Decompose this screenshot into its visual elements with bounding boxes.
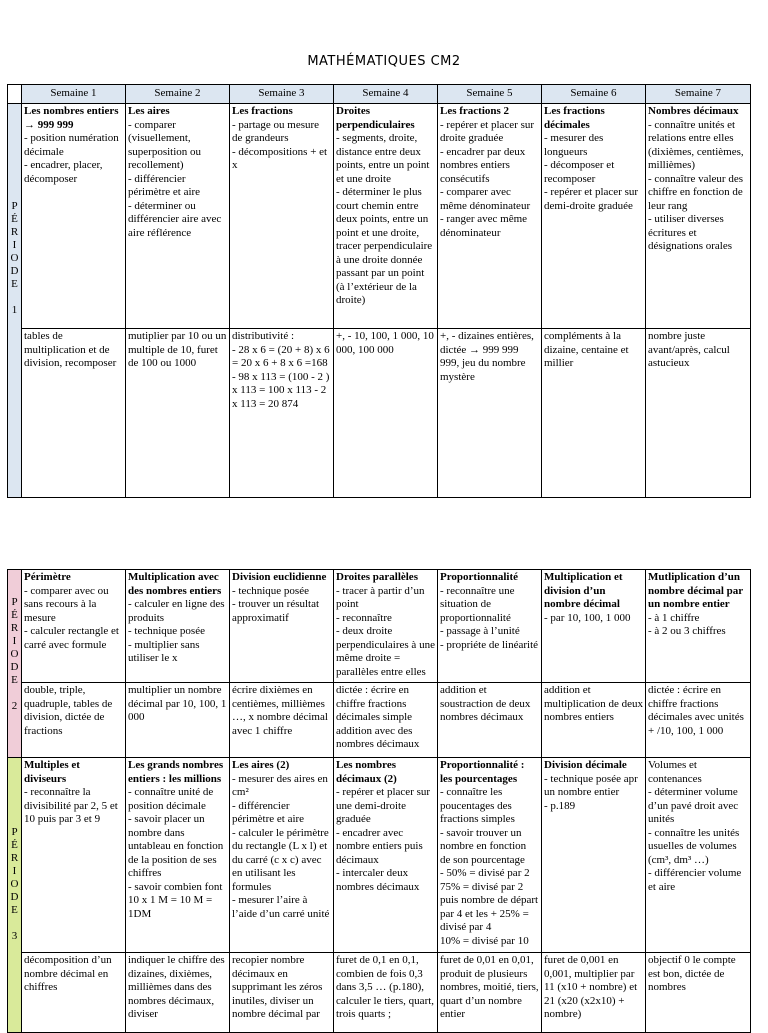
schedule-table-2 <box>7 569 751 1033</box>
week-header: Semaine 5 <box>438 85 542 104</box>
period-2-mental-row <box>8 683 751 758</box>
mental-calc-cell: addition et multiplication de deux nombres entiers <box>542 683 646 758</box>
lesson-cell: Les fractions 2 - repérer et placer sur droite graduée - encadrer par deux nombres entiers consécutifs - comparer avec même dénominateur - ranger avec même dénominateur <box>438 104 542 329</box>
week-header: Semaine 4 <box>334 85 438 104</box>
week-header: Semaine 1 <box>22 85 126 104</box>
period-label: P É R I O D E 3 <box>8 758 22 1033</box>
lesson-cell: Multiplication avec des nombres entiers - calculer en ligne des produits - technique posée - multiplier sans utiliser le x <box>126 570 230 683</box>
lesson-cell: Les aires - comparer (visuellement, superposition ou recollement) - différencier périmètre et aire - déterminer ou différencier aire avec aire réflérence <box>126 104 230 329</box>
lesson-cell: Les nombres entiers → 999 999 - position numération décimale - encadrer, placer, décomposer <box>22 104 126 329</box>
week-header-row <box>8 85 751 104</box>
mental-calc-cell: addition et soustraction de deux nombres décimaux <box>438 683 542 758</box>
lesson-cell: Proportionnalité - reconnaître une situation de proportionnalité - passage à l’unité - propriéte de linéarité <box>438 570 542 683</box>
mental-calc-cell: +, - 10, 100, 1 000, 10 000, 100 000 <box>334 329 438 498</box>
period-2-lessons-row <box>8 570 751 683</box>
mental-calc-cell: distributivité : - 28 x 6 = (20 + 8) x 6 = 20 x 6 + 8 x 6 =168 - 98 x 113 = (100 - 2 ) x 113 = 100 x 113 - 2 x 113 = 20 874 <box>230 329 334 498</box>
lesson-cell: Volumes et contenances - déterminer volume d’un pavé droit avec unités - connaître les unités usuelles de volumes (cm³, dm³ …) - différencier volume et aire <box>646 758 751 953</box>
mental-calc-cell: mutiplier par 10 ou un multiple de 10, furet de 100 ou 1000 <box>126 329 230 498</box>
mental-calc-cell: furet de 0,01 en 0,01, produit de plusieurs nombres, moitié, tiers, quart d’un nombre entier <box>438 953 542 1033</box>
lesson-cell: Droites parallèles - tracer à partir d’un point - reconnaître - deux droite perpendiculaires à une même droite = parallèles entre elles <box>334 570 438 683</box>
mental-calc-cell: nombre juste avant/après, calcul astucieux <box>646 329 751 498</box>
lesson-cell: Division euclidienne - technique posée - trouver un résultat approximatif <box>230 570 334 683</box>
lesson-cell: Les nombres décimaux (2) - repérer et placer sur une demi-droite graduée - encadrer avec nombre entiers puis décimaux - intercaler deux nombres décimaux <box>334 758 438 953</box>
week-header: Semaine 3 <box>230 85 334 104</box>
period-1-lessons-row <box>8 104 751 329</box>
mental-calc-cell: objectif 0 le compte est bon, dictée de nombres <box>646 953 751 1033</box>
mental-calc-cell: multiplier un nombre décimal par 10, 100, 1 000 <box>126 683 230 758</box>
mental-calc-cell: écrire dixièmes en centièmes, millièmes …, x nombre décimal avec 1 chiffre <box>230 683 334 758</box>
mental-calc-cell: +, - dizaines entières, dictée → 999 999 999, jeu du nombre mystère <box>438 329 542 498</box>
lesson-cell: Périmètre - comparer avec ou sans recours à la mesure - calculer rectangle et carré avec formule <box>22 570 126 683</box>
mental-calc-cell: furet de 0,001 en 0,001, multiplier par 11 (x10 + nombre) et 21 (x20 (x2x10) + nombre) <box>542 953 646 1033</box>
lesson-cell: Mutliplication d’un nombre décimal par un nombre entier - à 1 chiffre - à 2 ou 3 chiffres <box>646 570 751 683</box>
period-1-mental-row <box>8 329 751 498</box>
mental-calc-cell: indiquer le chiffre des dizaines, dixièmes, millièmes dans des nombres décimaux, diviser <box>126 953 230 1033</box>
mental-calc-cell: recopier nombre décimaux en supprimant les zéros inutiles, diviser un nombre décimal par <box>230 953 334 1033</box>
lesson-cell: Les grands nombres entiers : les millions - connaître unité de position décimale - savoir placer un nombre dans untableau en fonction de la position de ses chiffres - savoir combien font 10 x 1 M = 10 M = 1DM <box>126 758 230 953</box>
mental-calc-cell: dictée : écrire en chiffre fractions décimales simple addition avec des nombres décimaux <box>334 683 438 758</box>
period-label: P É R I O D E 2 <box>8 570 22 758</box>
period-3-mental-row <box>8 953 751 1033</box>
week-header: Semaine 6 <box>542 85 646 104</box>
lesson-cell: Nombres décimaux - connaître unités et relations entre elles (dixièmes, centièmes, millièmes) - connaître valeur des chiffre en fonction de leur rang - utiliser diverses écritures et désignations orales <box>646 104 751 329</box>
week-header: Semaine 7 <box>646 85 751 104</box>
page-title: MATHÉMATIQUES CM2 <box>307 54 461 69</box>
mental-calc-cell: décomposition d’un nombre décimal en chiffres <box>22 953 126 1033</box>
mental-calc-cell: tables de multiplication et de division, recomposer <box>22 329 126 498</box>
mental-calc-cell: dictée : écrire en chiffre fractions décimales avec unités + /10, 100, 1 000 <box>646 683 751 758</box>
period-label: P É R I O D E 1 <box>8 104 22 498</box>
lesson-cell: Multiples et diviseurs - reconnaître la divisibilité par 2, 5 et 10 puis par 3 et 9 <box>22 758 126 953</box>
lesson-cell: Multiplication et division d’un nombre décimal - par 10, 100, 1 000 <box>542 570 646 683</box>
schedule-table-1 <box>7 84 751 498</box>
lesson-cell: Les aires (2) - mesurer des aires en cm² - différencier périmètre et aire - calculer le périmètre du rectangle (L x l) et du carré (c x c) avec en utilisant les formules - mesurer l’aire à l’aide d’un carré unité <box>230 758 334 953</box>
lesson-cell: Les fractions décimales - mesurer des longueurs - décomposer et recomposer - repérer et placer sur demi-droite graduée <box>542 104 646 329</box>
mental-calc-cell: furet de 0,1 en 0,1, combien de fois 0,3 dans 3,5 … (p.180), calculer le tiers, quart, trois quarts ; <box>334 953 438 1033</box>
lesson-cell: Division décimale - technique posée apr un nombre entier - p.189 <box>542 758 646 953</box>
mental-calc-cell: double, triple, quadruple, tables de division, dictée de fractions <box>22 683 126 758</box>
lesson-cell: Les fractions - partage ou mesure de grandeurs - décompositions + et x <box>230 104 334 329</box>
lesson-cell: Proportionnalité : les pourcentages - connaître les poucentages des fractions simples - savoir trouver un nombre en fonction de son pourcentage - 50% = divisé par 2 75% = divisé par 2 puis nombre de départ par 4 et les + 25% = divisé par 4 10% = divisé par 10 <box>438 758 542 953</box>
week-header: Semaine 2 <box>126 85 230 104</box>
lesson-cell: Droites perpendiculaires - segments, droite, distance entre deux points, entre un point et une droite - déterminer le plus court chemin entre deux points, entre un point et une droite, tracer perpendiculaire à une droite donnée passant par un point (à l’extérieur de la droite) <box>334 104 438 329</box>
mental-calc-cell: compléments à la dizaine, centaine et millier <box>542 329 646 498</box>
period-3-lessons-row <box>8 758 751 953</box>
header-corner <box>8 85 22 104</box>
